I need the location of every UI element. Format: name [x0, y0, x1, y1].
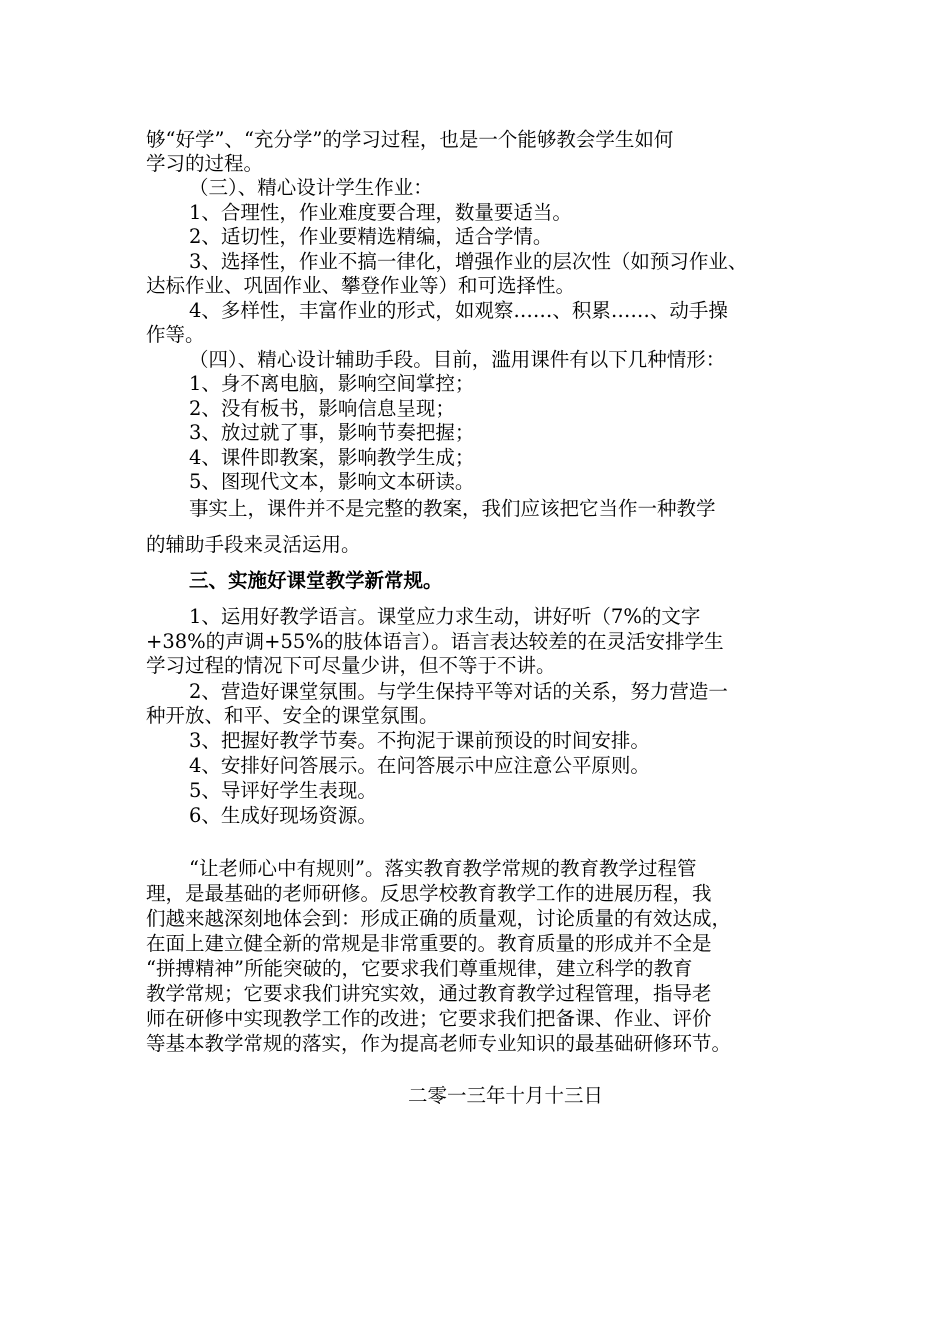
- section-heading: （三）、精心设计学生作业：: [189, 176, 433, 199]
- list-item: 6、生成好现场资源。: [189, 804, 377, 827]
- section-heading-bold: 三、实施好课堂教学新常规。: [189, 569, 443, 592]
- list-item: 2、没有板书，影响信息呈现；: [189, 397, 455, 420]
- paragraph-line: 的辅助手段来灵活运用。: [146, 533, 361, 556]
- paragraph-line: 够“好学”、“充分学”的学习过程，也是一个能够教会学生如何: [146, 128, 674, 151]
- paragraph-line: 事实上，课件并不是完整的教案，我们应该把它当作一种教学: [189, 497, 716, 520]
- paragraph-line: 作等。: [146, 323, 205, 346]
- list-item: 4、课件即教案，影响教学生成；: [189, 446, 475, 469]
- list-item: 3、放过就了事，影响节奏把握；: [189, 421, 475, 444]
- paragraph-line: +38%的声调+55%的肢体语言）。语言表达较差的在灵活安排学生: [146, 630, 724, 653]
- list-item: 1、运用好教学语言。课堂应力求生动，讲好听（7%的文字: [189, 605, 701, 628]
- list-item: 3、选择性，作业不搞一律化，增强作业的层次性（如预习作业、: [189, 250, 748, 273]
- list-item: 1、身不离电脑，影响空间掌控；: [189, 372, 475, 395]
- section-heading: （四）、精心设计辅助手段。目前，滥用课件有以下几种情形：: [189, 348, 726, 371]
- paragraph-line: 种开放、和平、安全的课堂氛围。: [146, 704, 439, 727]
- paragraph-line: 等基本教学常规的落实，作为提高老师专业知识的最基础研修环节。: [146, 1032, 732, 1055]
- paragraph-line: 学习过程的情况下可尽量少讲，但不等于不讲。: [146, 654, 556, 677]
- paragraph-line: “让老师心中有规则”。落实教育教学常规的教育教学过程管: [189, 857, 697, 880]
- paragraph-line: 达标作业、巩固作业、攀登作业等）和可选择性。: [146, 274, 576, 297]
- list-item: 1、合理性，作业难度要合理，数量要适当。: [189, 201, 572, 224]
- paragraph-line: 师在研修中实现教学工作的改进；它要求我们把备课、作业、评价: [146, 1007, 712, 1030]
- paragraph-line: 理，是最基础的老师研修。反思学校教育教学工作的进展历程，我: [146, 882, 712, 905]
- paragraph-line: 们越来越深刻地体会到：形成正确的质量观，讨论质量的有效达成，: [146, 907, 732, 930]
- paragraph-line: 学习的过程。: [146, 152, 264, 175]
- list-item: 2、营造好课堂氛围。与学生保持平等对话的关系，努力营造一: [189, 680, 728, 703]
- paragraph-line: 教学常规；它要求我们讲究实效，通过教育教学过程管理，指导老: [146, 982, 712, 1005]
- paragraph-line: “拼搏精神”所能突破的，它要求我们尊重规律，建立科学的教育: [146, 957, 693, 980]
- list-item: 5、导评好学生表现。: [189, 779, 377, 802]
- document-date: 二零一三年十月十三日: [408, 1084, 604, 1107]
- list-item: 3、把握好教学节奏。不拘泥于课前预设的时间安排。: [189, 729, 650, 752]
- list-item: 4、安排好问答展示。在问答展示中应注意公平原则。: [189, 754, 650, 777]
- list-item: 5、图现代文本，影响文本研读。: [189, 470, 475, 493]
- paragraph-line: 在面上建立健全新的常规是非常重要的。教育质量的形成并不全是: [146, 932, 712, 955]
- list-item: 2、适切性，作业要精选精编，适合学情。: [189, 225, 553, 248]
- list-item: 4、多样性，丰富作业的形式，如观察……、积累……、动手操: [189, 299, 728, 322]
